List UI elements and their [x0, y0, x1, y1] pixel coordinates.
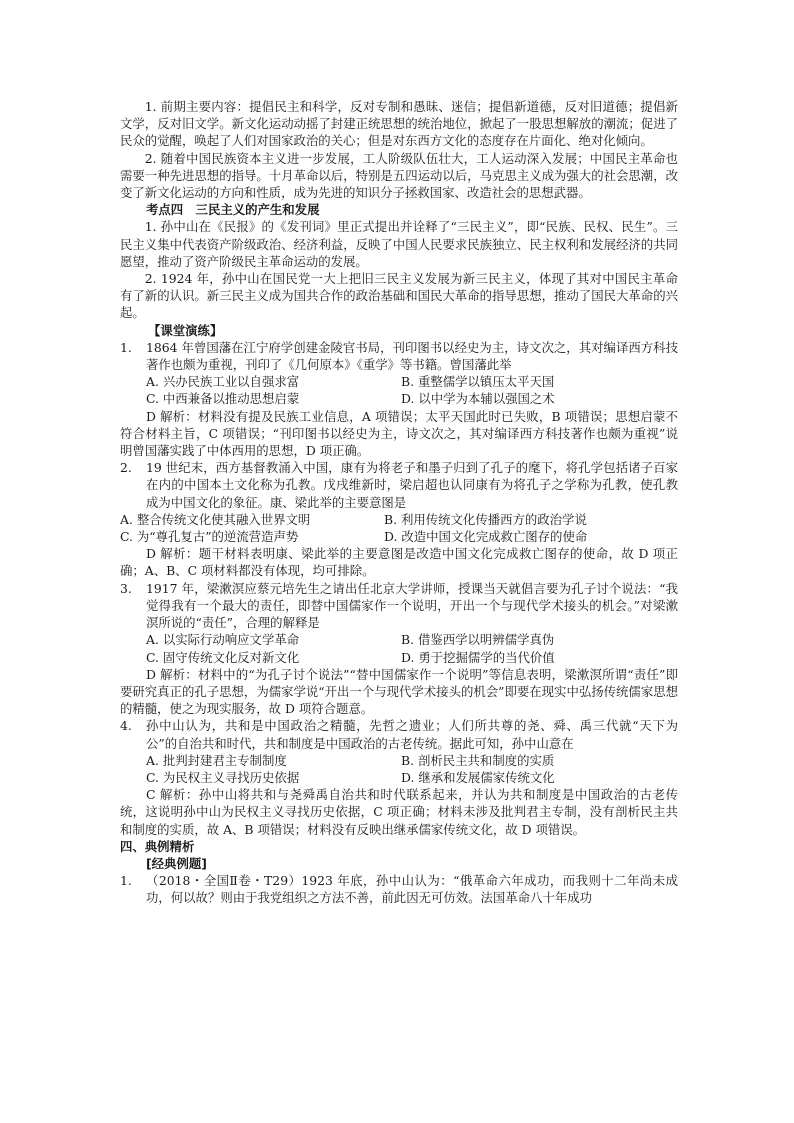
question-3-answer: D 解析：材料中的“为孔子讨个说法”“替中国儒家作一个说明”等信息表明，梁漱溟所谓“责任”即要研究真正的孔子思想，为儒家学说“开出一个与现代学术接头的机会”即要在现实中弘扬传统儒家思想的精髓，使之为现实服务，故 D 项符合题意。	[120, 666, 678, 717]
option-d: D. 继承和发展儒家传统文化	[401, 769, 555, 785]
practice-heading: 【课堂演练】	[148, 322, 223, 338]
question-2	[120, 459, 678, 511]
question-3-options	[146, 631, 678, 665]
question-number: 4.	[120, 718, 132, 734]
option-a: A. 批判封建君主专制制度	[146, 752, 287, 768]
option-b: B. 借鉴西学以明辨儒学真伪	[401, 632, 555, 648]
option-d: D. 勇于挖掘儒学的当代价值	[401, 649, 555, 665]
option-a: A. 以实际行动响应文学革命	[146, 632, 300, 648]
question-1	[120, 339, 678, 373]
question-number: 1.	[120, 873, 132, 889]
question-number: 2.	[120, 460, 132, 476]
option-a: A. 整合传统文化使其融入世界文明	[120, 511, 311, 527]
option-b: B. 利用传统文化传播西方的政治学说	[384, 511, 587, 527]
paragraph-1: 1. 前期主要内容：提倡民主和科学，反对专制和愚昧、迷信；提倡新道德，反对旧道德；提倡新文学，反对旧文学。新文化运动动摇了封建正统思想的统治地位，掀起了一股思想解放的潮流；促进了民众的觉醒，唤起了人们对国家政治的关心；但是对东西方文化的态度存在片面化、绝对化倾向。	[120, 99, 678, 149]
question-4	[120, 717, 678, 751]
section-4-heading: 四、典例精析	[120, 838, 195, 854]
paragraph-2: 2. 随着中国民族资本主义进一步发展，工人阶级队伍壮大，工人运动深入发展；中国民主革命也需要一种先进思想的指导。十月革命以后，特别是五四运动以后，马克思主义成为强大的社会思潮，改变了新文化运动的方向和性质，成为先进的知识分子拯救国家、改造社会的思想武器。	[120, 150, 678, 201]
paragraph-3: 1. 孙中山在《民报》的《发刊词》里正式提出并诠释了“三民主义”，即“民族、民权、民生”。三民主义集中代表资产阶级政治、经济利益，反映了中国人民要求民族独立、民主权利和发展经济的共同愿望，推动了资产阶级民主革命运动的发展。	[120, 219, 678, 269]
question-2-options	[120, 511, 678, 545]
topic-4-heading: 考点四 三民主义的产生和发展	[146, 202, 320, 218]
option-c: C. 为“尊孔复古”的逆流营造声势	[120, 529, 299, 545]
example-heading: [经典例题]	[146, 855, 207, 871]
question-1-options	[146, 373, 678, 407]
question-4-options	[146, 752, 678, 786]
option-d: D. 以中学为本辅以强国之术	[401, 391, 555, 407]
question-text: 1864 年曾国藩在江宁府学创建金陵官书局，刊印图书以经史为主，诗文次之，其对编译西方科技著作也颇为重视，刊印了《几何原本》《重学》等书籍。曾国藩此举	[146, 339, 678, 373]
question-number: 3.	[120, 580, 132, 596]
paragraph-4: 2. 1924 年，孙中山在国民党一大上把旧三民主义发展为新三民主义，体现了其对中国民主革命有了新的认识。新三民主义成为国共合作的政治基础和国民大革命的指导思想，推动了国民大革命的兴起。	[120, 271, 678, 321]
option-c: C. 固守传统文化反对新文化	[146, 649, 300, 665]
option-d: D. 改造中国文化完成救亡图存的使命	[384, 529, 588, 545]
question-text: 1917 年，梁漱溟应蔡元培先生之请出任北京大学讲师，授课当天就倡言要为孔子讨个说法：“我觉得我有一个最大的责任，即替中国儒家作一个说明，开出一个与现代学术接头的机会。”对梁漱溟所说的“责任”，合理的解释是	[146, 580, 678, 631]
question-3	[120, 580, 678, 632]
document-page	[120, 98, 678, 907]
question-2-answer: D 解析：题干材料表明康、梁此举的主要意图是改造中国文化完成救亡图存的使命，故 D 项正确；A、B、C 项材料都没有体现，均可排除。	[120, 546, 678, 579]
question-1-answer: D 解析：材料没有提及民族工业信息，A 项错误；太平天国此时已失败，B 项错误；思想启蒙不符合材料主旨，C 项错误；“刊印图书以经史为主，诗文次之，其对编译西方科技著作也颇为重视”说明曾国藩实践了中体西用的思想，D 项正确。	[120, 408, 678, 459]
question-text: 孙中山认为，共和是中国政治之精髓，先哲之遗业；人们所共尊的尧、舜、禹三代就“天下为公”的自治共和时代，共和制度是中国政治的古老传统。据此可知，孙中山意在	[146, 718, 678, 751]
question-number: 1.	[120, 339, 132, 355]
example-1	[120, 872, 678, 906]
option-a: A. 兴办民族工业以自强求富	[146, 374, 300, 390]
question-4-answer: C 解析：孙中山将共和与尧舜禹自治共和时代联系起来，并认为共和制度是中国政治的古老传统，这说明孙中山为民权主义寻找历史依据，C 项正确；材料未涉及批判君主专制，没有剖析民主共和制度的实质，故 A、B 项错误；材料没有反映出继承儒家传统文化，故 D 项错误。	[120, 787, 678, 837]
question-text: 19 世纪末，西方基督教涌入中国，康有为将老子和墨子归到了孔子的麾下，将孔学包括诸子百家在内的中国本土文化称为孔教。戊戌维新时，梁启超也认同康有为将孔子之学称为孔教，使孔教成为中国文化的象征。康、梁此举的主要意图是	[146, 460, 678, 510]
question-text: （2018・全国Ⅱ卷・T29）1923 年底，孙中山认为：“俄革命六年成功，而我则十二年尚未成功，何以故？则由于我党组织之方法不善，前此因无可仿效。法国革命八十年成功	[146, 873, 678, 906]
option-b: B. 剖析民主共和制度的实质	[401, 752, 555, 768]
option-b: B. 重整儒学以镇压太平天国	[401, 374, 555, 390]
option-c: C. 为民权主义寻找历史依据	[146, 769, 300, 785]
option-c: C. 中西兼备以推动思想启蒙	[146, 391, 300, 407]
